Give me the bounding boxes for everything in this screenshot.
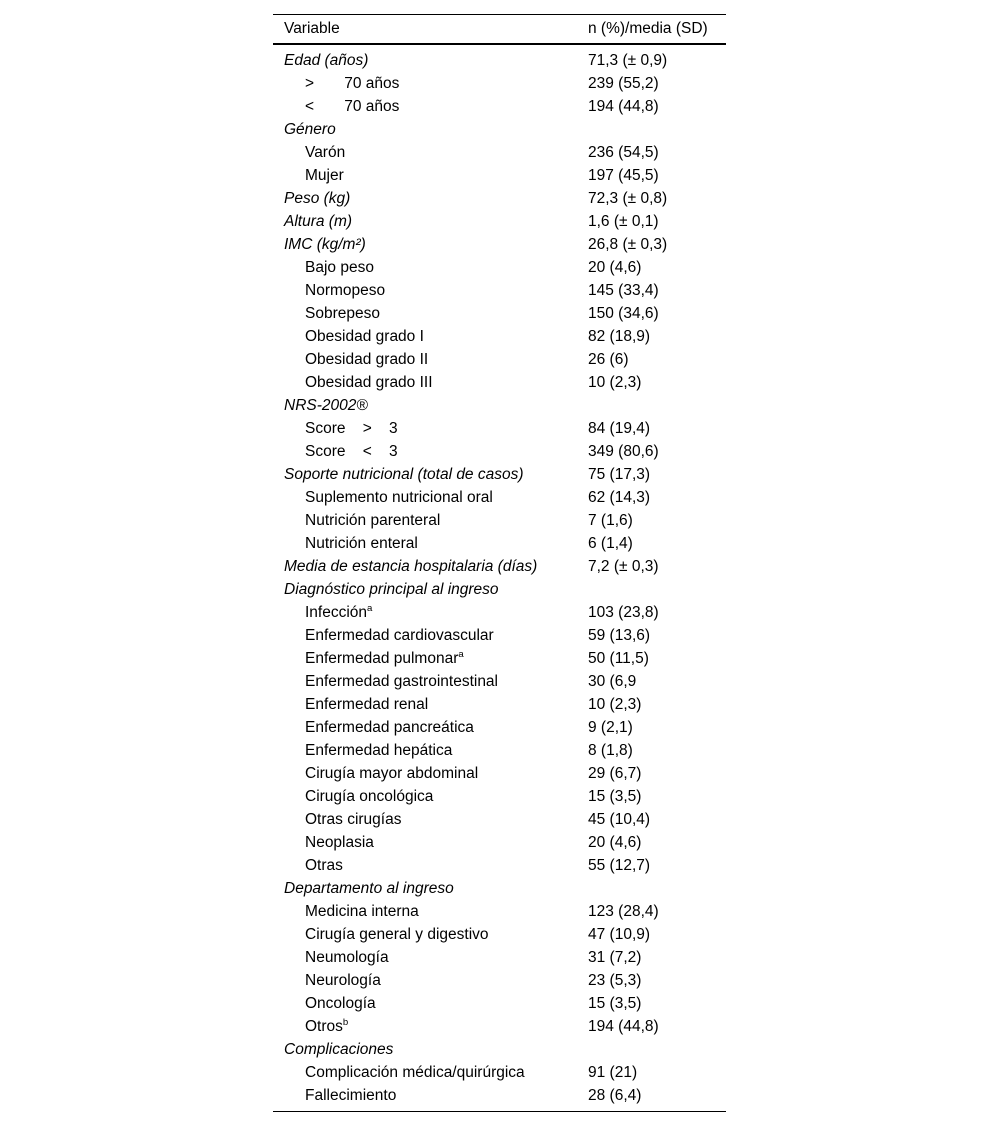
row-value: 23 (5,3) — [588, 971, 642, 989]
row-label: Normopeso — [305, 281, 386, 299]
footnote-marker: a — [458, 648, 464, 660]
table-row — [273, 509, 726, 532]
row-label: Fallecimiento — [305, 1086, 397, 1104]
row-value: 15 (3,5) — [588, 994, 642, 1012]
row-label: Infección$^a$ — [305, 602, 373, 621]
row-label: Enfermedad hepática — [305, 741, 453, 759]
table-row — [273, 256, 726, 279]
row-label: Obesidad grado III — [305, 373, 433, 391]
row-label: Oncología — [305, 994, 376, 1012]
row-value: 45 (10,4) — [588, 810, 651, 828]
row-label: Otros$^b$ — [305, 1016, 349, 1035]
table-row — [273, 670, 726, 693]
row-label: Mujer — [305, 166, 344, 184]
row-label: Cirugía mayor abdominal — [305, 764, 479, 782]
table-row — [273, 992, 726, 1015]
row-value: 75 (17,3) — [588, 465, 651, 483]
row-label: Sobrepeso — [305, 304, 380, 322]
row-label: Neumología — [305, 948, 389, 966]
row-value: 91 (21) — [588, 1063, 638, 1081]
row-label: Enfermedad cardiovascular — [305, 626, 494, 644]
table-row — [273, 739, 726, 762]
row-label: Bajo peso — [305, 258, 374, 276]
row-value: 103 (23,8) — [588, 603, 659, 621]
table-row — [273, 95, 726, 118]
row-value: 194 (44,8) — [588, 97, 659, 115]
table-row — [273, 302, 726, 325]
table-row — [273, 762, 726, 785]
table-row — [273, 279, 726, 302]
patient-characteristics-table — [273, 14, 726, 1112]
table-row — [273, 233, 726, 256]
footnote-marker: b — [342, 1016, 349, 1028]
table-row — [273, 555, 726, 578]
row-value: 28 (6,4) — [588, 1086, 642, 1104]
row-label: Cirugía general y digestivo — [305, 925, 489, 943]
table-row — [273, 463, 726, 486]
row-value: 10 (2,3) — [588, 373, 642, 391]
row-label: Soporte nutricional (total de casos) — [284, 465, 524, 483]
row-value: 9 (2,1) — [588, 718, 633, 736]
table-row — [273, 578, 726, 601]
row-label: Neoplasia — [305, 833, 374, 851]
table-row — [273, 141, 726, 164]
table-row — [273, 49, 726, 72]
row-value: 20 (4,6) — [588, 258, 642, 276]
table-row — [273, 831, 726, 854]
table-row — [273, 969, 726, 992]
row-label: Departamento al ingreso — [284, 879, 454, 897]
row-value: 197 (45,5) — [588, 166, 659, 184]
row-label: Suplemento nutricional oral — [305, 488, 493, 506]
table-row — [273, 348, 726, 371]
row-value: 82 (18,9) — [588, 327, 651, 345]
table-row — [273, 72, 726, 95]
table-row — [273, 693, 726, 716]
footnote-marker: a — [367, 602, 373, 614]
row-label: Edad (años) — [284, 51, 369, 69]
row-value: 55 (12,7) — [588, 856, 651, 874]
row-value: 150 (34,6) — [588, 304, 659, 322]
table-body — [273, 45, 726, 1111]
table-row — [273, 118, 726, 141]
row-value: 10 (2,3) — [588, 695, 642, 713]
column-header-n-media: n (%)/media (SD) — [588, 20, 708, 37]
row-value: 26 (6) — [588, 350, 629, 368]
row-label: Complicación médica/quirúrgica — [305, 1063, 525, 1081]
row-label: Media de estancia hospitalaria (días) — [284, 557, 538, 575]
row-value: 6 (1,4) — [588, 534, 633, 552]
row-label: Enfermedad pancreática — [305, 718, 474, 736]
row-label: Enfermedad gastrointestinal — [305, 672, 499, 690]
table-row — [273, 164, 726, 187]
row-value: 71,3 (± 0,9) — [588, 51, 668, 69]
row-value: 20 (4,6) — [588, 833, 642, 851]
row-value: 15 (3,5) — [588, 787, 642, 805]
table-row — [273, 394, 726, 417]
row-value: 349 (80,6) — [588, 442, 659, 460]
table-row — [273, 1061, 726, 1084]
table-row — [273, 877, 726, 900]
row-value: 194 (44,8) — [588, 1017, 659, 1035]
table-row — [273, 601, 726, 624]
table-row — [273, 900, 726, 923]
row-value: 145 (33,4) — [588, 281, 659, 299]
row-label: Altura (m) — [284, 212, 353, 230]
row-label: Obesidad grado II — [305, 350, 429, 368]
table-row — [273, 854, 726, 877]
row-label: > 70 años — [305, 74, 400, 92]
row-label: Varón — [305, 143, 346, 161]
row-value: 72,3 (± 0,8) — [588, 189, 668, 207]
row-value: 62 (14,3) — [588, 488, 651, 506]
row-label: Otras cirugías — [305, 810, 402, 828]
table-row — [273, 371, 726, 394]
table-row — [273, 486, 726, 509]
row-value: 236 (54,5) — [588, 143, 659, 161]
table-row — [273, 624, 726, 647]
row-label: Obesidad grado I — [305, 327, 424, 345]
table-row — [273, 946, 726, 969]
table-row — [273, 1038, 726, 1061]
table-row — [273, 1015, 726, 1038]
row-value: 7 (1,6) — [588, 511, 633, 529]
row-label: Nutrición parenteral — [305, 511, 441, 529]
table-row — [273, 187, 726, 210]
row-label: < 70 años — [305, 97, 400, 115]
row-label: Score < 3 — [305, 442, 398, 460]
row-value: 59 (13,6) — [588, 626, 651, 644]
table-row — [273, 440, 726, 463]
row-label: Enfermedad renal — [305, 695, 429, 713]
table-row — [273, 785, 726, 808]
row-label: Nutrición enteral — [305, 534, 418, 552]
table-row — [273, 325, 726, 348]
row-value: 26,8 (± 0,3) — [588, 235, 668, 253]
table-row — [273, 210, 726, 233]
column-header-variable: Variable — [284, 20, 340, 37]
row-label: Peso (kg) — [284, 189, 351, 207]
row-value: 8 (1,8) — [588, 741, 633, 759]
table-row — [273, 923, 726, 946]
row-value: 47 (10,9) — [588, 925, 651, 943]
row-label: Complicaciones — [284, 1040, 394, 1058]
row-value: 31 (7,2) — [588, 948, 642, 966]
row-value: 239 (55,2) — [588, 74, 659, 92]
row-label: Neurología — [305, 971, 381, 989]
row-label: IMC (kg/m²) — [284, 235, 366, 253]
row-value: 30 (6,9 — [588, 672, 637, 690]
row-label: Diagnóstico principal al ingreso — [284, 580, 499, 598]
row-label: Score > 3 — [305, 419, 398, 437]
table-row — [273, 1084, 726, 1107]
table-row — [273, 417, 726, 440]
table-header-row — [273, 15, 726, 45]
table-row — [273, 647, 726, 670]
row-label: Género — [284, 120, 336, 138]
row-label: NRS-2002® — [284, 396, 368, 414]
row-label: Enfermedad pulmonar$^a$ — [305, 648, 464, 667]
table-row — [273, 716, 726, 739]
row-value: 123 (28,4) — [588, 902, 659, 920]
table-row — [273, 808, 726, 831]
row-value: 29 (6,7) — [588, 764, 642, 782]
row-label: Cirugía oncológica — [305, 787, 434, 805]
row-value: 7,2 (± 0,3) — [588, 557, 659, 575]
row-label: Otras — [305, 856, 343, 874]
table-row — [273, 532, 726, 555]
row-label: Medicina interna — [305, 902, 419, 920]
row-value: 50 (11,5) — [588, 649, 649, 667]
row-value: 84 (19,4) — [588, 419, 651, 437]
row-value: 1,6 (± 0,1) — [588, 212, 659, 230]
